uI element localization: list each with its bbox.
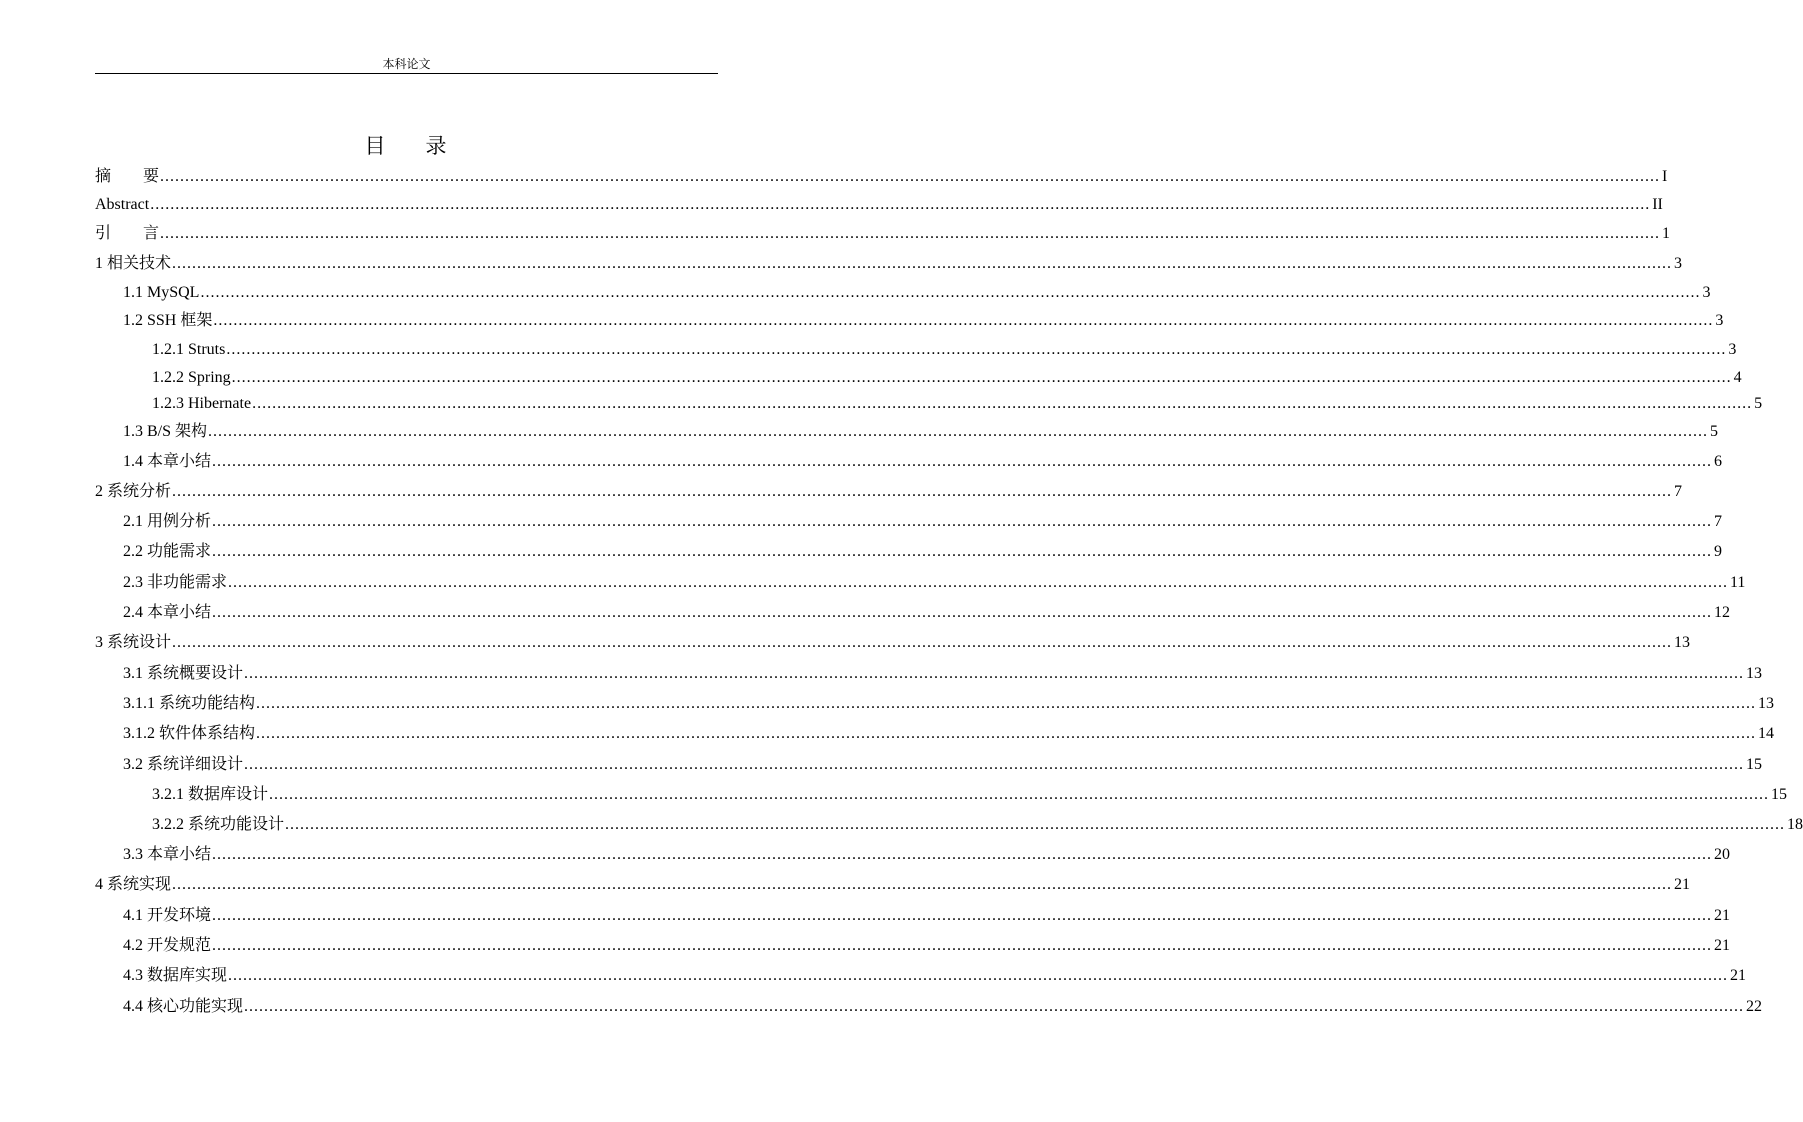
toc-entry[interactable] — [123, 281, 1711, 305]
toc-entry-page: 14 — [1758, 725, 1775, 742]
toc-leader-dots: ............................................................................................................................................................................................................................................................................................................ — [252, 395, 1753, 412]
toc-entry-label: 1.1 MySQL — [123, 284, 200, 301]
toc-entry-page: 6 — [1714, 453, 1723, 470]
toc-entry-page: 18 — [1787, 816, 1803, 833]
toc-entry-label: 1.2.3 Hibernate — [152, 395, 252, 412]
toc-entry[interactable] — [123, 662, 1763, 686]
toc-entry-page: 21 — [1714, 907, 1731, 924]
toc-entry[interactable] — [95, 252, 1683, 276]
toc-entry-label: 4.3 数据库实现 — [123, 967, 228, 984]
toc-leader-dots: ............................................................................................................................................................................................................................................................................................................ — [226, 341, 1727, 358]
toc-entry[interactable] — [123, 309, 1724, 333]
toc-entry-page: 12 — [1714, 604, 1731, 621]
toc-leader-dots: ............................................................................................................................................................................................................................................................................................................ — [208, 423, 1709, 440]
toc-entry[interactable] — [95, 165, 1668, 189]
toc-entry-page: 7 — [1674, 483, 1683, 500]
toc-leader-dots: ............................................................................................................................................................................................................................................................................................................ — [212, 604, 1713, 621]
toc-entry-label: 3.1.2 软件体系结构 — [123, 725, 256, 742]
toc-entry[interactable] — [95, 631, 1691, 655]
toc-entry-page: 20 — [1714, 846, 1731, 863]
toc-entry[interactable] — [123, 420, 1719, 444]
toc-leader-dots: ............................................................................................................................................................................................................................................................................................................ — [269, 786, 1770, 803]
toc-entry[interactable] — [123, 540, 1723, 564]
toc-entry-page: 13 — [1758, 695, 1775, 712]
toc-leader-dots: ............................................................................................................................................................................................................................................................................................................ — [212, 513, 1713, 530]
toc-entry-page: 21 — [1674, 876, 1691, 893]
toc-entry-label: 1 相关技术 — [95, 255, 172, 272]
toc-title-part1: 目 — [364, 134, 388, 158]
toc-leader-dots: ............................................................................................................................................................................................................................................................................................................ — [200, 284, 1701, 301]
toc-leader-dots: ............................................................................................................................................................................................................................................................................................................ — [228, 574, 1729, 591]
toc-entry-label: 3.2 系统详细设计 — [123, 756, 244, 773]
toc-leader-dots: ............................................................................................................................................................................................................................................................................................................ — [172, 483, 1673, 500]
toc-leader-dots: ............................................................................................................................................................................................................................................................................................................ — [160, 225, 1661, 242]
toc-entry-page: 15 — [1771, 786, 1788, 803]
toc-entry-label: 3.1.1 系统功能结构 — [123, 695, 256, 712]
toc-leader-dots: ............................................................................................................................................................................................................................................................................................................ — [160, 168, 1661, 185]
toc-entry-label: 1.4 本章小结 — [123, 453, 212, 470]
toc-entry-label: Abstract — [95, 196, 150, 213]
toc-entry[interactable] — [123, 964, 1747, 988]
toc-entry[interactable] — [95, 480, 1683, 504]
toc-entry-label: 2.4 本章小结 — [123, 604, 212, 621]
toc-entry-page: 5 — [1754, 395, 1763, 412]
toc-leader-dots: ............................................................................................................................................................................................................................................................................................................ — [172, 876, 1673, 893]
toc-leader-dots: ............................................................................................................................................................................................................................................................................................................ — [212, 937, 1713, 954]
toc-entry-label: 1.2.2 Spring — [152, 369, 231, 386]
toc-entry-label: 引 言 — [95, 225, 160, 242]
toc-entry[interactable] — [123, 692, 1775, 716]
toc-leader-dots: ............................................................................................................................................................................................................................................................................................................ — [256, 695, 1757, 712]
toc-leader-dots: ............................................................................................................................................................................................................................................................................................................ — [213, 312, 1714, 329]
toc-entry-page: 3 — [1674, 255, 1683, 272]
toc-entry[interactable] — [123, 904, 1731, 928]
toc-entry[interactable] — [123, 722, 1775, 746]
running-header: 本科论文 — [382, 57, 431, 71]
toc-entry-page: 3 — [1728, 341, 1737, 358]
toc-entry-page: 9 — [1714, 543, 1723, 560]
toc-entry-label: 2.1 用例分析 — [123, 513, 212, 530]
toc-entry-label: 2.2 功能需求 — [123, 543, 212, 560]
toc-entry-page: 21 — [1714, 937, 1731, 954]
toc-entry[interactable] — [123, 995, 1763, 1019]
toc-entry-page: 5 — [1710, 423, 1719, 440]
toc-leader-dots: ............................................................................................................................................................................................................................................................................................................ — [212, 543, 1713, 560]
toc-entry[interactable] — [152, 392, 1763, 416]
toc-entry[interactable] — [123, 843, 1731, 867]
toc-entry[interactable] — [152, 783, 1788, 807]
toc-entry[interactable] — [95, 222, 1671, 246]
toc-entry-page: I — [1662, 168, 1668, 185]
toc-entry[interactable] — [123, 450, 1723, 474]
toc-entry-page: 4 — [1733, 369, 1742, 386]
toc-leader-dots: ............................................................................................................................................................................................................................................................................................................ — [212, 453, 1713, 470]
toc-leader-dots: ............................................................................................................................................................................................................................................................................................................ — [228, 967, 1729, 984]
toc-entry[interactable] — [123, 601, 1731, 625]
toc-leader-dots: ............................................................................................................................................................................................................................................................................................................ — [172, 255, 1673, 272]
toc-entry-label: 3 系统设计 — [95, 634, 172, 651]
toc-entry-label: 2.3 非功能需求 — [123, 574, 228, 591]
toc-entry-label: 3.1 系统概要设计 — [123, 665, 244, 682]
toc-entry-label: 4.1 开发环境 — [123, 907, 212, 924]
toc-leader-dots: ............................................................................................................................................................................................................................................................................................................ — [244, 756, 1745, 773]
toc-entry-page: 1 — [1662, 225, 1671, 242]
toc-entry[interactable] — [123, 753, 1763, 777]
toc-leader-dots: ............................................................................................................................................................................................................................................................................................................ — [285, 816, 1786, 833]
toc-entry-page: 22 — [1746, 998, 1763, 1015]
toc-entry[interactable] — [123, 510, 1723, 534]
toc-entry-label: 1.2 SSH 框架 — [123, 312, 213, 329]
toc-entry[interactable] — [152, 366, 1742, 390]
toc-entry[interactable] — [123, 934, 1731, 958]
toc-entry-label: 4 系统实现 — [95, 876, 172, 893]
toc-entry-page: 7 — [1714, 513, 1723, 530]
toc-leader-dots: ............................................................................................................................................................................................................................................................................................................ — [244, 998, 1745, 1015]
toc-leader-dots: ............................................................................................................................................................................................................................................................................................................ — [150, 196, 1651, 213]
toc-entry-page: 21 — [1730, 967, 1747, 984]
toc-entry-page: 13 — [1746, 665, 1763, 682]
toc-entry-page: 15 — [1746, 756, 1763, 773]
toc-title-part2: 录 — [425, 134, 449, 158]
toc-entry-label: 1.2.1 Struts — [152, 341, 226, 358]
toc-leader-dots: ............................................................................................................................................................................................................................................................................................................ — [231, 369, 1732, 386]
toc-entry-label: 摘 要 — [95, 168, 160, 185]
toc-entry[interactable] — [152, 338, 1737, 362]
toc-entry-label: 4.2 开发规范 — [123, 937, 212, 954]
toc-entry-label: 3.3 本章小结 — [123, 846, 212, 863]
toc-entry[interactable] — [95, 193, 1663, 217]
toc-entry-label: 3.2.2 系统功能设计 — [152, 816, 285, 833]
toc-entry-page: 11 — [1730, 574, 1746, 591]
toc-entry-page: 3 — [1702, 284, 1711, 301]
toc-leader-dots: ............................................................................................................................................................................................................................................................................................................ — [172, 634, 1673, 651]
toc-leader-dots: ............................................................................................................................................................................................................................................................................................................ — [256, 725, 1757, 742]
toc-leader-dots: ............................................................................................................................................................................................................................................................................................................ — [212, 907, 1713, 924]
toc-entry-page: 13 — [1674, 634, 1691, 651]
toc-entry-label: 1.3 B/S 架构 — [123, 423, 208, 440]
toc-entry[interactable] — [152, 813, 1803, 837]
toc-entry[interactable] — [123, 571, 1746, 595]
toc-entry-label: 3.2.1 数据库设计 — [152, 786, 269, 803]
toc-leader-dots: ............................................................................................................................................................................................................................................................................................................ — [212, 846, 1713, 863]
toc-entry-page: 3 — [1715, 312, 1724, 329]
toc-leader-dots: ............................................................................................................................................................................................................................................................................................................ — [244, 665, 1745, 682]
toc-entry[interactable] — [95, 873, 1691, 897]
toc-entry-label: 2 系统分析 — [95, 483, 172, 500]
toc-entry-label: 4.4 核心功能实现 — [123, 998, 244, 1015]
toc-entry-page: II — [1652, 196, 1663, 213]
